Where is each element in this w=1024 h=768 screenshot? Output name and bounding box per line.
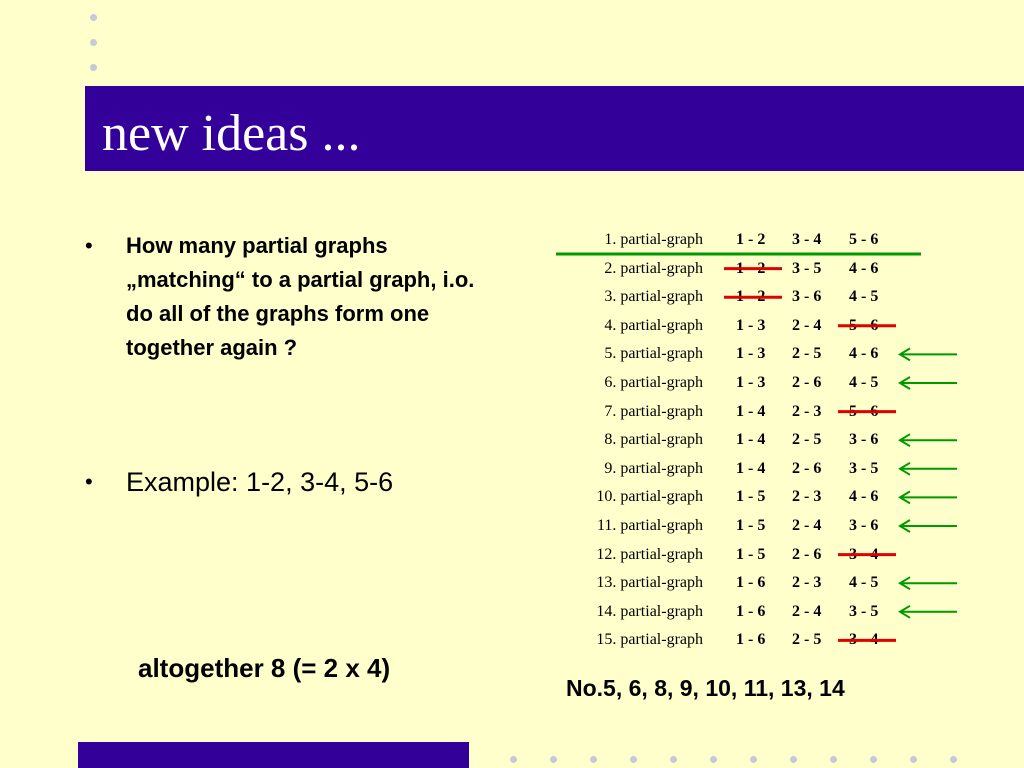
left-arrow-icon (900, 348, 957, 360)
edge-pair: 2 - 3 (792, 402, 822, 420)
edge-pair: 1 - 4 (736, 402, 766, 420)
edge-pair: 2 - 6 (792, 374, 822, 391)
decor-dot (510, 756, 517, 763)
edge-pair: 2 - 4 (792, 602, 822, 620)
edge-pair: 1 - 6 (736, 574, 766, 592)
bullet-question: How many partial graphs „matching“ to a partial graph, i.o. do all of the graphs form one together again ? (126, 233, 475, 360)
edge-pair: 1 - 5 (736, 517, 766, 534)
edge-pair: 2 - 6 (792, 545, 822, 563)
edge-pair: 1 - 6 (736, 602, 766, 620)
edge-pair: 5 - 6 (849, 231, 879, 248)
left-arrow-icon (900, 520, 957, 532)
left-arrow-icon (900, 434, 957, 446)
row-label: 14. partial-graph (596, 602, 703, 620)
edge-pair: 1 - 5 (736, 488, 766, 506)
summary-text: altogether 8 (= 2 x 4) (138, 653, 391, 683)
edge-pair: 3 - 4 (792, 231, 822, 248)
edge-pair: 2 - 6 (792, 459, 822, 477)
edge-pair: 1 - 3 (736, 316, 766, 334)
edge-pair: 2 - 4 (792, 316, 822, 334)
left-arrow-icon (900, 577, 957, 589)
edge-pair: 4 - 6 (849, 259, 879, 277)
decor-dot (630, 756, 637, 763)
edge-pair: 4 - 5 (849, 374, 879, 391)
row-label: 4. partial-graph (604, 316, 703, 334)
edge-pair: 4 - 5 (849, 288, 879, 306)
left-arrow-icon (900, 377, 957, 389)
bullet-marker: • (85, 469, 93, 494)
decor-dot (590, 756, 597, 763)
slide-title: new ideas ... (102, 105, 361, 162)
edge-pair: 2 - 5 (792, 345, 822, 363)
edge-pair: 4 - 6 (849, 488, 879, 506)
edge-pair: 1 - 5 (736, 545, 766, 563)
edge-pair: 5 - 6 (849, 316, 879, 334)
edge-pair: 3 - 6 (792, 288, 822, 306)
edge-pair: 2 - 3 (792, 574, 822, 592)
decor-dot (670, 756, 677, 763)
edge-pair: 5 - 6 (849, 402, 879, 420)
row-label: 15. partial-graph (596, 631, 703, 649)
left-arrow-icon (900, 491, 957, 503)
decor-dot (950, 756, 957, 763)
row-label: 11. partial-graph (596, 517, 703, 534)
row-label: 1. partial-graph (604, 231, 703, 248)
bullet-example: Example: 1-2, 3-4, 5-6 (126, 467, 394, 497)
edge-pair: 2 - 3 (792, 488, 822, 506)
edge-pair: 2 - 4 (792, 517, 822, 534)
edge-pair: 1 - 2 (736, 288, 766, 306)
edge-pair: 2 - 5 (792, 431, 822, 449)
edge-pair: 4 - 6 (849, 345, 879, 363)
edge-pair: 3 - 4 (849, 545, 879, 563)
edge-pair: 3 - 4 (849, 631, 879, 649)
row-label: 5. partial-graph (604, 345, 703, 363)
edge-pair: 2 - 5 (792, 631, 822, 649)
decor-dot (870, 756, 877, 763)
footer-bar (78, 742, 469, 768)
edge-pair: 3 - 6 (849, 517, 879, 534)
row-label: 10. partial-graph (596, 488, 703, 506)
row-label: 7. partial-graph (604, 402, 703, 420)
decor-dot (830, 756, 837, 763)
row-label: 3. partial-graph (604, 288, 703, 306)
decor-dot (750, 756, 757, 763)
edge-pair: 3 - 6 (849, 431, 879, 449)
edge-pair: 3 - 5 (792, 259, 822, 277)
edge-pair: 1 - 3 (736, 345, 766, 363)
row-label: 6. partial-graph (604, 374, 703, 391)
edge-pair: 3 - 5 (849, 602, 879, 620)
edge-pair: 1 - 3 (736, 374, 766, 391)
decor-dot (550, 756, 557, 763)
left-arrow-icon (900, 463, 957, 475)
decor-dot (910, 756, 917, 763)
bullet-marker: • (85, 233, 93, 258)
edge-pair: 1 - 4 (736, 459, 766, 477)
row-label: 13. partial-graph (596, 574, 703, 592)
edge-pair: 1 - 2 (736, 259, 766, 277)
decor-dot (710, 756, 717, 763)
result-text: No.5, 6, 8, 9, 10, 11, 13, 14 (566, 675, 845, 701)
row-label: 9. partial-graph (604, 459, 703, 477)
left-arrow-icon (900, 606, 957, 618)
row-label: 12. partial-graph (596, 545, 703, 563)
edge-pair: 4 - 5 (849, 574, 879, 592)
edge-pair: 3 - 5 (849, 459, 879, 477)
edge-pair: 1 - 6 (736, 631, 766, 649)
decor-dot (790, 756, 797, 763)
edge-pair: 1 - 2 (736, 231, 766, 248)
edge-pair: 1 - 4 (736, 431, 766, 449)
row-label: 2. partial-graph (604, 259, 703, 277)
row-label: 8. partial-graph (604, 431, 703, 449)
